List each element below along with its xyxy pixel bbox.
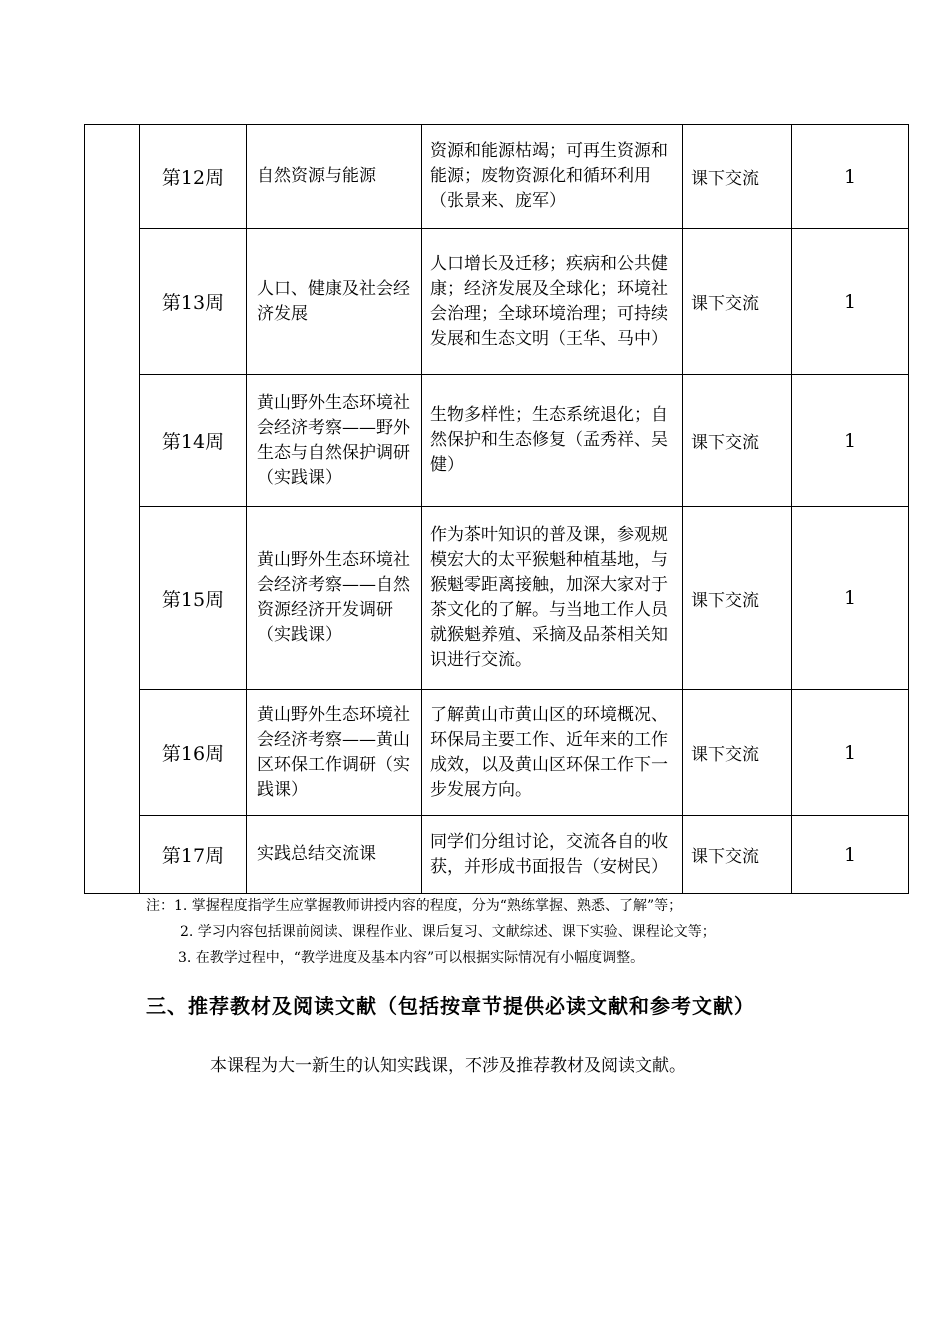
content-cell: 生物多样性；生态系统退化；自然保护和生态修复（孟秀祥、吴健） — [422, 375, 683, 507]
content-cell: 人口增长及迁移；疾病和公共健康；经济发展及全球化；环境社会治理；全球环境治理；可持续发展和生态文明（王华、马中） — [422, 229, 683, 375]
topic-cell: 黄山野外生态环境社会经济考察——野外生态与自然保护调研（实践课） — [247, 375, 422, 507]
week-cell: 第12周 — [140, 125, 247, 229]
topic-cell: 黄山野外生态环境社会经济考察——自然资源经济开发调研（实践课） — [247, 507, 422, 690]
week-cell: 第15周 — [140, 507, 247, 690]
content-cell: 作为茶叶知识的普及课，参观规模宏大的太平猴魁种植基地，与猴魁零距离接触，加深大家对于茶文化的了解。与当地工作人员就猴魁养殖、采摘及品茶相关知识进行交流。 — [422, 507, 683, 690]
content-cell: 同学们分组讨论，交流各自的收获，并形成书面报告（安树民） — [422, 816, 683, 894]
hours-cell: 1 — [792, 229, 909, 375]
method-cell: 课下交流 — [683, 690, 792, 816]
table-row — [85, 375, 909, 507]
week-cell: 第14周 — [140, 375, 247, 507]
topic-cell: 实践总结交流课 — [247, 816, 422, 894]
hours-cell: 1 — [792, 690, 909, 816]
note-2: 2. 学习内容包括课前阅读、课程作业、课后复习、文献综述、课下实验、课程论文等； — [180, 924, 716, 940]
table-row — [85, 125, 909, 229]
week-cell: 第17周 — [140, 816, 247, 894]
hours-cell: 1 — [792, 507, 909, 690]
merged-blank-cell — [85, 125, 140, 894]
method-cell: 课下交流 — [683, 507, 792, 690]
hours-cell: 1 — [792, 816, 909, 894]
topic-cell: 自然资源与能源 — [247, 125, 422, 229]
method-cell: 课下交流 — [683, 375, 792, 507]
method-cell: 课下交流 — [683, 816, 792, 894]
topic-cell: 人口、健康及社会经济发展 — [247, 229, 422, 375]
method-cell: 课下交流 — [683, 229, 792, 375]
table-row — [85, 816, 909, 894]
section-body: 本课程为大一新生的认知实践课，不涉及推荐教材及阅读文献。 — [210, 1056, 686, 1076]
hours-cell: 1 — [792, 125, 909, 229]
note-3: 3. 在教学过程中，“教学进度及基本内容”可以根据实际情况有小幅度调整。 — [178, 950, 645, 966]
table-notes — [146, 893, 826, 971]
method-cell: 课下交流 — [683, 125, 792, 229]
table-row — [85, 690, 909, 816]
note-1: 注：1. 掌握程度指学生应掌握教师讲授内容的程度，分为“熟练掌握、熟悉、了解”等； — [146, 898, 683, 914]
table-row — [85, 507, 909, 690]
week-cell: 第13周 — [140, 229, 247, 375]
topic-cell: 黄山野外生态环境社会经济考察——黄山区环保工作调研（实践课） — [247, 690, 422, 816]
content-cell: 了解黄山市黄山区的环境概况、环保局主要工作、近年来的工作成效，以及黄山区环保工作下一步发展方向。 — [422, 690, 683, 816]
course-schedule-table — [84, 124, 909, 894]
week-cell: 第16周 — [140, 690, 247, 816]
content-cell: 资源和能源枯竭；可再生资源和能源；废物资源化和循环利用（张景来、庞军） — [422, 125, 683, 229]
hours-cell: 1 — [792, 375, 909, 507]
section-heading: 三、推荐教材及阅读文献（包括按章节提供必读文献和参考文献） — [146, 994, 755, 1018]
table-row — [85, 229, 909, 375]
